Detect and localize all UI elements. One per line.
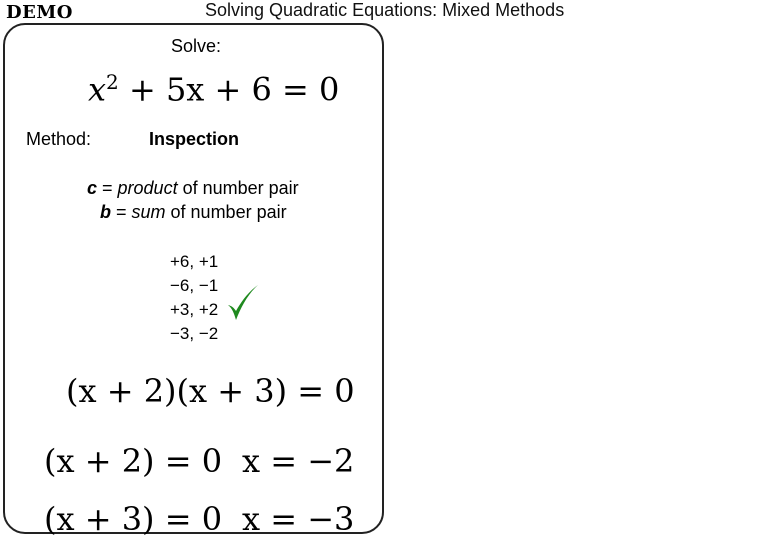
equation-exponent: 2 bbox=[106, 70, 119, 94]
rule-product bbox=[87, 178, 299, 199]
rule-c-tail: of number pair bbox=[177, 178, 299, 198]
method-name: Inspection bbox=[149, 129, 240, 149]
page-title: Solving Quadratic Equations: Mixed Methods bbox=[205, 0, 565, 20]
number-pair: −3, −2 bbox=[170, 324, 219, 343]
factored-equation: (x + 2)(x + 3) = 0 bbox=[66, 372, 355, 410]
rule-c-term: product bbox=[117, 178, 178, 198]
rule-c-var: c bbox=[87, 178, 98, 198]
rule-b-var: b bbox=[100, 202, 111, 222]
root-solution: x = −2 bbox=[242, 442, 355, 480]
checkmark-icon bbox=[226, 283, 260, 323]
rule-c-eq: = bbox=[97, 178, 118, 198]
root-factor: (x + 2) = 0 bbox=[44, 442, 223, 480]
method-label: Method: bbox=[26, 129, 92, 149]
rule-b-eq: = bbox=[111, 202, 132, 222]
rule-b-term: sum bbox=[131, 202, 166, 222]
solve-label: Solve: bbox=[171, 36, 222, 56]
equation-variable: x bbox=[88, 70, 107, 109]
root-solution: x = −3 bbox=[242, 500, 355, 538]
equation-rest: + 5x + 6 = 0 bbox=[118, 70, 340, 109]
rule-sum bbox=[100, 202, 287, 223]
demo-tag: DEMO bbox=[6, 2, 73, 23]
rule-b-tail: of number pair bbox=[165, 202, 287, 222]
number-pair: +3, +2 bbox=[170, 300, 219, 319]
quadratic-equation bbox=[88, 70, 339, 109]
root-factor: (x + 3) = 0 bbox=[44, 500, 223, 538]
number-pair: −6, −1 bbox=[170, 276, 219, 295]
number-pair: +6, +1 bbox=[170, 252, 219, 271]
